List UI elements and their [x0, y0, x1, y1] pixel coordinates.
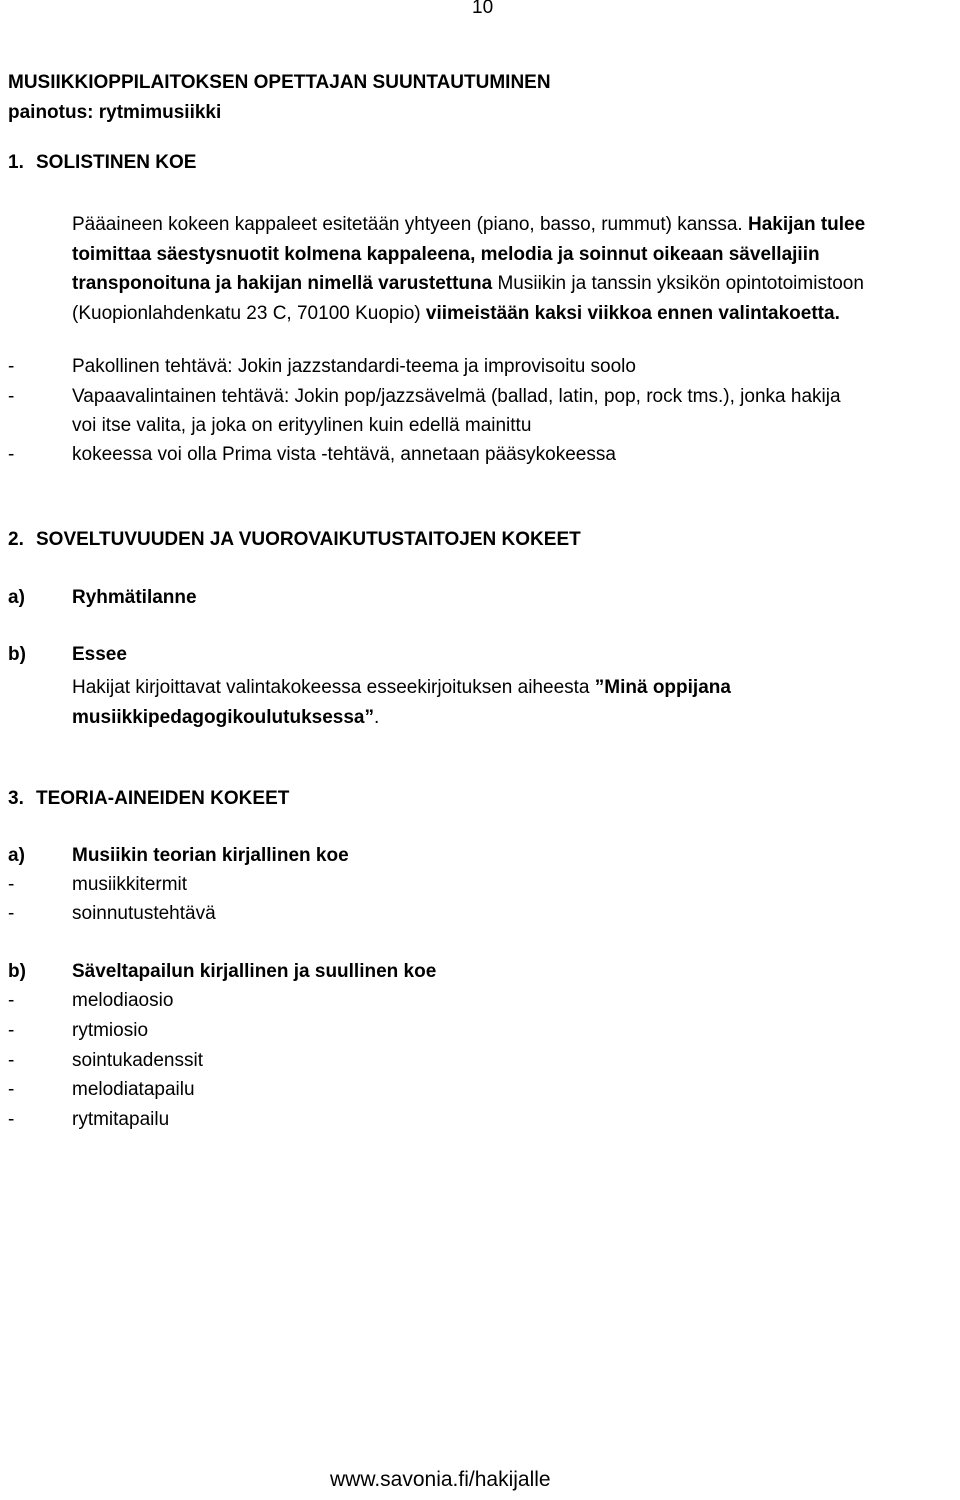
header-title: MUSIIKKIOPPILAITOKSEN OPETTAJAN SUUNTAUTUMINEN	[8, 72, 551, 93]
section-number: 3.	[8, 788, 24, 809]
list-item-text: melodiatapailu	[72, 1079, 195, 1100]
list-item-text: sointukadenssit	[72, 1050, 203, 1071]
section-1-heading	[8, 152, 196, 174]
bullet-dash: -	[8, 903, 15, 924]
para-bold-text: viimeistään kaksi viikkoa ennen valintakoetta.	[425, 302, 840, 324]
document-header	[8, 68, 551, 128]
para-line	[72, 269, 865, 299]
bullet-dash: -	[8, 386, 15, 407]
section-2-heading	[8, 529, 581, 551]
section-1-paragraph	[72, 210, 865, 328]
subsection-label: a)	[8, 845, 25, 866]
subsection-title: Säveltapailun kirjallinen ja suullinen koe	[72, 961, 437, 982]
footer-url: www.savonia.fi/hakijalle	[330, 1468, 551, 1491]
bullet-dash: -	[8, 444, 15, 465]
list-item-text: soinnutustehtävä	[72, 903, 216, 924]
para-text: Pääaineen kokeen kappaleet esitetään yhtyeen (piano, basso, rummut) kanssa.	[72, 214, 748, 235]
list-item-text: melodiaosio	[72, 990, 174, 1011]
para-text: (Kuopionlahdenkatu 23 C, 70100 Kuopio)	[72, 302, 426, 324]
para-bold-text: musiikkipedagogikoulutuksessa”	[72, 706, 374, 728]
bullet-dash: -	[8, 874, 15, 895]
para-line	[72, 299, 865, 329]
para-bold-text: Hakijan tulee	[747, 214, 866, 235]
section-3-heading	[8, 788, 289, 810]
section-title: SOVELTUVUUDEN JA VUOROVAIKUTUSTAITOJEN KOKEET	[36, 529, 581, 550]
para-bold-text: transponoituna ja hakijan nimellä varustettuna	[72, 273, 493, 295]
subsection-title: Ryhmätilanne	[72, 587, 197, 608]
list-item-text: rytmitapailu	[72, 1109, 170, 1130]
list-item-text: Pakollinen tehtävä: Jokin jazzstandardi-teema ja improvisoitu soolo	[72, 356, 636, 377]
list-item-text: musiikkitermit	[72, 874, 188, 895]
para-line: toimittaa säestysnuotit kolmena kappaleena, melodia ja soinnut oikeaan sävellajiin	[72, 243, 820, 265]
para-line	[72, 673, 731, 703]
subsection-title: Essee	[72, 644, 127, 665]
page-number: 10	[472, 0, 494, 18]
bullet-dash: -	[8, 990, 15, 1011]
header-subtitle: painotus: rytmimusiikki	[8, 102, 222, 123]
bullet-dash: -	[8, 1020, 15, 1041]
para-bold-text: ”Minä oppijana	[594, 677, 731, 698]
para-line	[72, 703, 731, 733]
para-text: Musiikin ja tanssin yksikön opintotoimistoon	[492, 273, 864, 295]
para-line	[72, 210, 865, 240]
subsection-label: b)	[8, 644, 26, 665]
list-item-text: kokeessa voi olla Prima vista -tehtävä, annetaan pääsykokeessa	[72, 444, 616, 465]
section-number: 2.	[8, 529, 24, 550]
section-title: SOLISTINEN KOE	[36, 152, 197, 173]
subsection-title: Musiikin teorian kirjallinen koe	[72, 845, 349, 866]
bullet-dash: -	[8, 1109, 15, 1130]
subsection-label: b)	[8, 961, 26, 982]
para-text: .	[373, 706, 380, 728]
list-item-text: voi itse valita, ja joka on erityylinen kuin edellä mainittu	[72, 415, 532, 436]
bullet-dash: -	[8, 356, 15, 377]
para-text: Hakijat kirjoittavat valintakokeessa esseekirjoituksen aiheesta	[72, 677, 595, 698]
section-number: 1.	[8, 152, 24, 173]
list-item-text: rytmiosio	[72, 1020, 149, 1041]
subsection-label: a)	[8, 587, 25, 608]
section-title: TEORIA-AINEIDEN KOKEET	[36, 788, 290, 809]
bullet-dash: -	[8, 1050, 15, 1071]
bullet-dash: -	[8, 1079, 15, 1100]
essay-paragraph	[72, 673, 731, 732]
list-item-text: Vapaavalintainen tehtävä: Jokin pop/jazzsävelmä (ballad, latin, pop, rock tms.), jonka hakija	[72, 386, 841, 407]
